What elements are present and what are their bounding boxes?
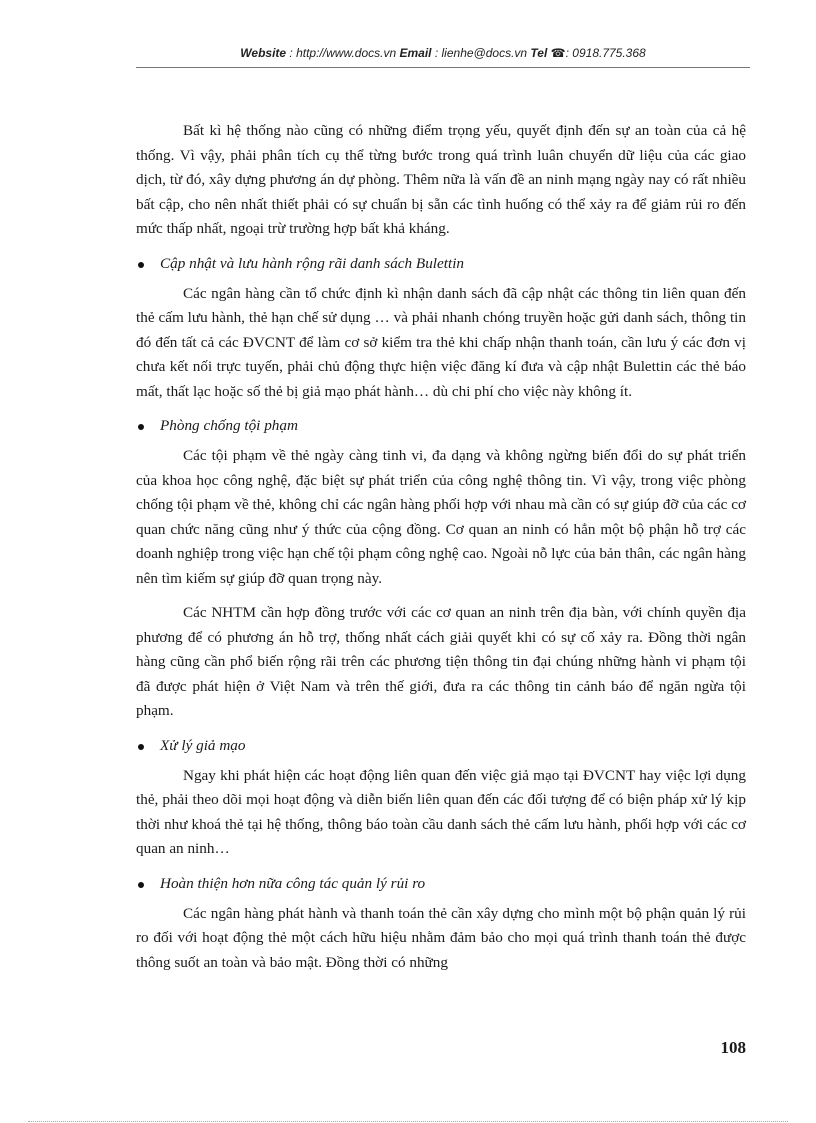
section-paragraph: Các ngân hàng phát hành và thanh toán thẻ cần xây dựng cho mình một bộ phận quản lý rủi ro đối với hoạt động thẻ một cách hữu hiệu nhằm đảm bảo cho mọi quá trình thanh toán thẻ được thông suốt an toàn và bảo mật. Đồng thời có những [136, 904, 746, 971]
section-paragraph: Ngay khi phát hiện các hoạt động liên quan đến việc giả mạo tại ĐVCNT hay việc lợi dụng thẻ, phải theo dõi mọi hoạt động và diễn biến liên quan đến các đối tượng để có biện pháp xử lý kịp thời như khoá thẻ tại hệ thống, thông báo toàn cầu danh sách thẻ cấm lưu hành, phối hợp với các cơ quan an ninh… [136, 766, 746, 857]
section-paragraph: Các NHTM cần hợp đồng trước với các cơ quan an ninh trên địa bàn, với chính quyền địa phương để có phương án hỗ trợ, thống nhất cách giải quyết khi có sự cố xảy ra. Đồng thời ngân hàng cũng cần phổ biến rộng rãi trên các phương tiện thông tin đại chúng những hành vi phạm tội đã được phát hiện ở Việt Nam và trên thế giới, đưa ra các thông tin cảnh báo để ngăn ngừa tội phạm. [136, 604, 746, 719]
page-number: 108 [720, 1038, 746, 1057]
section-heading [136, 414, 746, 438]
section-heading [136, 734, 746, 758]
section-heading-text: Phòng chống tội phạm [160, 417, 298, 434]
section-heading-text: Xử lý giả mạo [160, 736, 246, 754]
section-heading-text: Cập nhật và lưu hành rộng rãi danh sách Bulettin [160, 254, 465, 272]
website-value: : http://www.docs.vn [289, 46, 397, 60]
bullet-icon [138, 424, 144, 430]
bullet-icon [138, 882, 144, 888]
website-label: Website [240, 46, 287, 60]
section-heading [136, 872, 746, 896]
page-header [136, 46, 750, 60]
bullet-icon [138, 262, 144, 268]
section-heading-text: Hoàn thiện hơn nữa công tác quản lý rủi ro [160, 874, 426, 892]
email-label: Email [399, 46, 432, 60]
tel-value: : 0918.775.368 [565, 46, 646, 60]
section-paragraph: Các tội phạm về thẻ ngày càng tinh vi, đa dạng và không ngừng biến đổi do sự phát triển của khoa học công nghệ, đặc biệt sự phát triển của công nghệ thông tin. Vì vậy, trong việc phòng chống tội phạm về thẻ, không chỉ các ngân hàng phối hợp với nhau mà cần có sự giúp đỡ của các cơ quan chức năng cũng như ý thức của cộng đồng. Cơ quan an ninh có hẳn một bộ phận hỗ trợ các doanh nghiệp trong việc hạn chế tội phạm công nghệ cao. Ngoài nỗ lực của bản thân, các ngân hàng nên tìm kiếm sự giúp đỡ quan trọng này. [136, 447, 746, 587]
intro-paragraph: Bất kì hệ thống nào cũng có những điểm trọng yếu, quyết định đến sự an toàn của cả hệ thống. Vì vậy, phải phân tích cụ thể từng bước trong quá trình luân chuyển dữ liệu của các giao dịch, từ đó, xây dựng phương án dự phòng. Thêm nữa là vấn đề an ninh mạng ngày nay có rất nhiều bất cập, cho nên nhất thiết phải có sự chuẩn bị sẵn các tình huống có thể xảy ra để giảm rủi ro đến mức thấp nhất, ngoại trừ trường hợp bất khả kháng. [136, 122, 746, 237]
section-heading [136, 252, 746, 276]
phone-icon: ☎ [550, 46, 566, 60]
email-value: : lienhe@docs.vn [434, 46, 528, 60]
section-paragraph: Các ngân hàng cần tổ chức định kì nhận danh sách đã cập nhật các thông tin liên quan đến thẻ cấm lưu hành, thẻ hạn chế sử dụng … và phải nhanh chóng truyền hoặc gửi danh sách, thông tin đó đến tất cả các ĐVCNT để làm cơ sở kiểm tra thẻ khi chấp nhận thanh toán, cần lưu ý các đơn vị chưa kết nối trực tuyến, phải chủ động thực hiện việc đăng kí đưa và cập nhật Bulettin các thẻ báo mất, thất lạc hoặc số thẻ bị giả mạo phát hành… dù chi phí cho việc này không ít. [136, 284, 746, 400]
page-content [136, 119, 746, 975]
header-divider [136, 67, 750, 68]
footer-divider [28, 1121, 788, 1122]
bullet-icon [138, 744, 144, 750]
tel-label: Tel [530, 46, 548, 60]
